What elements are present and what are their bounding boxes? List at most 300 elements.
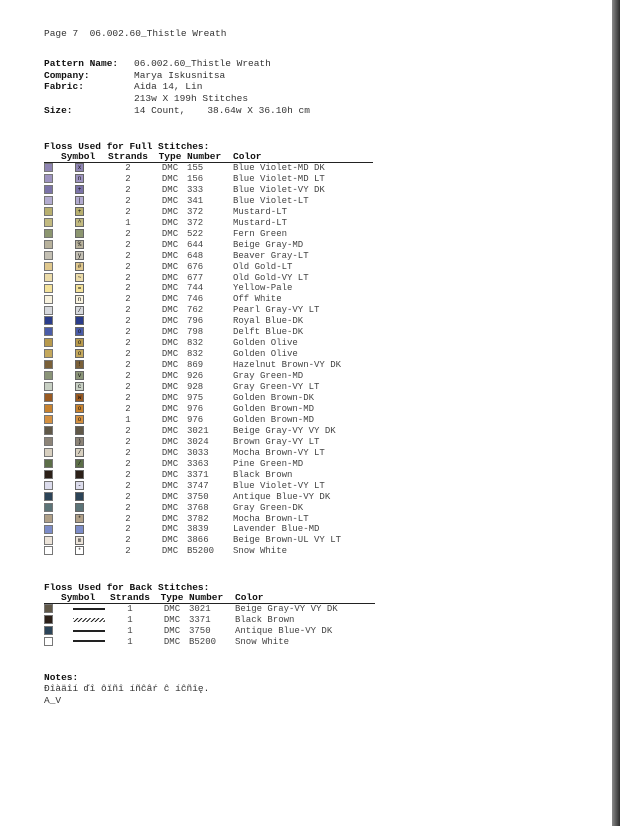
- type-cell: DMC: [161, 513, 179, 524]
- symbol-icon: o: [75, 327, 84, 336]
- number-cell: 798: [187, 327, 204, 338]
- symbol-cell: [61, 349, 103, 360]
- number-cell: 3021: [189, 604, 211, 614]
- type-cell: DMC: [161, 283, 179, 294]
- color-name-cell: Snow White: [233, 546, 288, 557]
- number-cell: 832: [187, 349, 204, 360]
- table-row: [44, 338, 373, 349]
- table-row: [44, 305, 373, 316]
- meta-value: Aida 14, Lin: [134, 81, 203, 93]
- table-row: [44, 349, 373, 360]
- meta-label: Pattern Name:: [44, 58, 119, 69]
- type-cell: DMC: [161, 425, 179, 436]
- table-row: [44, 492, 373, 503]
- stitch-line-icon: [73, 640, 105, 642]
- swatch-cell: [44, 626, 61, 637]
- strands-cell: 2: [125, 458, 131, 469]
- color-name-cell: Blue Violet-VY LT: [233, 480, 325, 491]
- meta-label: Size:: [44, 104, 73, 116]
- symbol-icon: [75, 229, 84, 238]
- number-cell: 341: [187, 195, 204, 206]
- strands-cell: 2: [125, 327, 131, 338]
- number-cell: 928: [187, 382, 204, 393]
- type-cell: DMC: [161, 217, 179, 228]
- notes-title: Notes:: [44, 672, 79, 683]
- table-row: [44, 240, 373, 251]
- type-cell: DMC: [161, 316, 179, 327]
- type-cell: DMC: [161, 535, 179, 546]
- type-cell: DMC: [161, 239, 179, 250]
- color-swatch: [44, 470, 53, 479]
- strands-cell: 2: [125, 491, 131, 502]
- pattern-info: [44, 58, 310, 116]
- strands-cell: 1: [125, 414, 131, 425]
- symbol-cell: [61, 273, 103, 284]
- symbol-icon: ~: [75, 273, 84, 282]
- symbol-cell: [61, 426, 103, 437]
- color-swatch: [44, 185, 53, 194]
- color-name-cell: Delft Blue-DK: [233, 327, 304, 338]
- color-name-cell: Beaver Gray-LT: [233, 250, 309, 261]
- symbol-icon: o: [75, 404, 84, 413]
- symbol-cell: [61, 163, 103, 174]
- swatch-cell: [44, 174, 61, 185]
- number-cell: 3021: [187, 425, 209, 436]
- swatch-cell: [44, 426, 61, 437]
- symbol-cell: [61, 535, 103, 546]
- table-row: [44, 524, 373, 535]
- color-name-cell: Brown Gray-VY LT: [233, 436, 320, 447]
- meta-row: [44, 105, 310, 117]
- strands-cell: 2: [125, 294, 131, 305]
- color-swatch: [44, 415, 53, 424]
- color-swatch: [44, 546, 53, 555]
- symbol-cell: [61, 637, 105, 648]
- meta-row: [44, 70, 310, 82]
- symbol-icon: [75, 503, 84, 512]
- symbol-cell: [61, 626, 105, 637]
- swatch-cell: [44, 481, 61, 492]
- swatch-cell: [44, 349, 61, 360]
- strands-cell: 2: [125, 261, 131, 272]
- col-strands: Strands: [105, 592, 155, 604]
- symbol-icon: !: [75, 360, 84, 369]
- type-cell: DMC: [161, 360, 179, 371]
- strands-cell: 2: [125, 228, 131, 239]
- symbol-cell: [61, 360, 103, 371]
- meta-label: Fabric:: [44, 81, 84, 93]
- strands-cell: 2: [125, 338, 131, 349]
- table-row: [44, 294, 373, 305]
- number-cell: 976: [187, 403, 204, 414]
- color-swatch: [44, 174, 53, 183]
- symbol-icon: /: [75, 459, 84, 468]
- full-stitches-table: [44, 151, 373, 557]
- swatch-cell: [44, 262, 61, 273]
- color-swatch: [44, 360, 53, 369]
- color-swatch: [44, 525, 53, 534]
- col-strands: Strands: [103, 151, 153, 163]
- color-swatch: [44, 327, 53, 336]
- type-cell: DMC: [161, 338, 179, 349]
- back-stitches-table: [44, 592, 375, 648]
- symbol-cell: [61, 294, 103, 305]
- number-cell: 522: [187, 228, 204, 239]
- table-row: [44, 163, 373, 174]
- swatch-cell: [44, 382, 61, 393]
- color-swatch: [44, 604, 53, 613]
- symbol-icon: ^: [75, 218, 84, 227]
- symbol-icon: o: [75, 349, 84, 358]
- table-row: [44, 481, 373, 492]
- symbol-cell: [61, 207, 103, 218]
- swatch-cell: [44, 615, 61, 626]
- symbol-icon: #: [75, 262, 84, 271]
- type-cell: DMC: [161, 294, 179, 305]
- color-swatch: [44, 251, 53, 260]
- symbol-cell: [61, 448, 103, 459]
- type-cell: DMC: [161, 480, 179, 491]
- table-row: [44, 470, 373, 481]
- swatch-cell: [44, 459, 61, 470]
- strands-cell: 2: [125, 469, 131, 480]
- table-row: [44, 251, 373, 262]
- strands-cell: 2: [125, 535, 131, 546]
- symbol-icon: /: [75, 448, 84, 457]
- number-cell: 372: [187, 217, 204, 228]
- swatch-cell: [44, 283, 61, 294]
- back-stitches-title: Floss Used for Back Stitches:: [44, 582, 210, 593]
- page-header: Page 7 06.002.60_Thistle Wreath: [44, 28, 227, 39]
- swatch-cell: [44, 327, 61, 338]
- table-row: [44, 393, 373, 404]
- color-name-cell: Gray Green-VY LT: [233, 382, 320, 393]
- color-swatch: [44, 338, 53, 347]
- color-swatch: [44, 626, 53, 635]
- col-type: Type: [155, 592, 189, 604]
- type-cell: DMC: [161, 163, 179, 173]
- number-cell: 3024: [187, 436, 209, 447]
- color-name-cell: Blue Violet-LT: [233, 195, 309, 206]
- meta-value-extra: 38.64w X 36.10h cm: [207, 104, 310, 116]
- number-cell: 3371: [187, 469, 209, 480]
- table-row: [44, 404, 373, 415]
- meta-row: [44, 58, 310, 70]
- symbol-cell: [61, 546, 103, 557]
- swatch-cell: [44, 535, 61, 546]
- symbol-cell: [61, 371, 103, 382]
- type-cell: DMC: [161, 502, 179, 513]
- color-name-cell: Royal Blue-DK: [233, 316, 304, 327]
- color-swatch: [44, 615, 53, 624]
- strands-cell: 1: [127, 604, 133, 614]
- strands-cell: 2: [125, 349, 131, 360]
- strands-cell: 2: [125, 305, 131, 316]
- color-swatch: [44, 437, 53, 446]
- color-name-cell: Yellow-Pale: [233, 283, 293, 294]
- color-name-cell: Lavender Blue-MD: [233, 524, 320, 535]
- symbol-icon: +: [75, 207, 84, 216]
- symbol-cell: [61, 382, 103, 393]
- table-row: [44, 437, 373, 448]
- table-row: [44, 218, 373, 229]
- color-swatch: [44, 306, 53, 315]
- symbol-icon: ): [75, 437, 84, 446]
- strands-cell: 2: [125, 546, 131, 557]
- color-name-cell: Snow White: [235, 636, 290, 647]
- type-cell: DMC: [163, 614, 181, 625]
- col-symbol: Symbol: [61, 151, 103, 163]
- color-name-cell: Blue Violet-VY DK: [233, 184, 325, 195]
- symbol-cell: [61, 316, 103, 327]
- table-header-row: [44, 151, 373, 163]
- table-row: [44, 207, 373, 218]
- table-row: [44, 283, 373, 294]
- color-name-cell: Gray Green-MD: [233, 371, 304, 382]
- type-cell: DMC: [161, 414, 179, 425]
- swatch-cell: [44, 218, 61, 229]
- table-row: [44, 196, 373, 207]
- swatch-cell: [44, 637, 61, 648]
- type-cell: DMC: [161, 327, 179, 338]
- type-cell: DMC: [161, 349, 179, 360]
- number-cell: 3033: [187, 447, 209, 458]
- table-row: [44, 316, 373, 327]
- color-swatch: [44, 273, 53, 282]
- number-cell: 744: [187, 283, 204, 294]
- swatch-cell: [44, 503, 61, 514]
- number-cell: 648: [187, 250, 204, 261]
- type-cell: DMC: [163, 604, 181, 614]
- color-swatch: [44, 503, 53, 512]
- symbol-icon: [75, 470, 84, 479]
- swatch-cell: [44, 240, 61, 251]
- strands-cell: 2: [125, 480, 131, 491]
- table-header-row: [44, 592, 375, 604]
- type-cell: DMC: [161, 447, 179, 458]
- color-swatch: [44, 459, 53, 468]
- table-row: [44, 426, 373, 437]
- symbol-icon: n: [75, 174, 84, 183]
- symbol-cell: [61, 503, 103, 514]
- swatch-cell: [44, 229, 61, 240]
- color-name-cell: Pearl Gray-VY LT: [233, 305, 320, 316]
- swatch-cell: [44, 207, 61, 218]
- symbol-cell: [61, 459, 103, 470]
- symbol-icon: w: [75, 393, 84, 402]
- number-cell: 796: [187, 316, 204, 327]
- strands-cell: 1: [127, 625, 133, 636]
- strands-cell: 2: [125, 360, 131, 371]
- col-number: Number: [189, 592, 235, 604]
- table-row: [44, 185, 373, 196]
- type-cell: DMC: [161, 436, 179, 447]
- number-cell: 156: [187, 173, 204, 184]
- color-name-cell: Golden Olive: [233, 349, 298, 360]
- color-name-cell: Beige Gray-MD: [233, 239, 304, 250]
- number-cell: 3750: [189, 625, 211, 636]
- table-row: [44, 382, 373, 393]
- swatch-cell: [44, 492, 61, 503]
- symbol-icon: [75, 525, 84, 534]
- symbol-cell: [61, 174, 103, 185]
- color-swatch: [44, 393, 53, 402]
- type-cell: DMC: [161, 272, 179, 283]
- color-name-cell: Golden Olive: [233, 338, 298, 349]
- color-name-cell: Black Brown: [235, 614, 295, 625]
- swatch-cell: [44, 305, 61, 316]
- type-cell: DMC: [161, 195, 179, 206]
- symbol-cell: [61, 229, 103, 240]
- type-cell: DMC: [161, 491, 179, 502]
- symbol-cell: [61, 524, 103, 535]
- symbol-icon: +: [75, 185, 84, 194]
- symbol-icon: v: [75, 371, 84, 380]
- color-swatch: [44, 371, 53, 380]
- meta-value: 14 Count,: [134, 104, 186, 116]
- color-name-cell: Blue Violet-MD LT: [233, 173, 325, 184]
- symbol-icon: -: [75, 481, 84, 490]
- strands-cell: 2: [125, 436, 131, 447]
- number-cell: 3782: [187, 513, 209, 524]
- symbol-cell: [61, 615, 105, 626]
- number-cell: 3866: [187, 535, 209, 546]
- type-cell: DMC: [161, 250, 179, 261]
- color-name-cell: Golden Brown-DK: [233, 393, 315, 404]
- swatch-cell: [44, 273, 61, 284]
- stitch-line-icon: [73, 608, 105, 610]
- col-color: Color: [235, 592, 375, 604]
- meta-row: [44, 81, 310, 93]
- symbol-cell: [61, 492, 103, 503]
- symbol-icon: /: [75, 306, 84, 315]
- symbol-cell: [61, 470, 103, 481]
- swatch-cell: [44, 404, 61, 415]
- table-row: [44, 174, 373, 185]
- color-name-cell: Mustard-LT: [233, 206, 288, 217]
- number-cell: 832: [187, 338, 204, 349]
- number-cell: B5200: [189, 636, 217, 647]
- symbol-cell: [61, 327, 103, 338]
- color-name-cell: Beige Gray-VY VY DK: [235, 604, 338, 614]
- swatch-cell: [44, 546, 61, 557]
- symbol-cell: [61, 305, 103, 316]
- swatch-cell: [44, 448, 61, 459]
- strands-cell: 2: [125, 502, 131, 513]
- col-type: Type: [153, 151, 187, 163]
- color-swatch: [44, 284, 53, 293]
- color-name-cell: Old Gold-VY LT: [233, 272, 309, 283]
- swatch-cell: [44, 514, 61, 525]
- strands-cell: 1: [125, 217, 131, 228]
- number-cell: 975: [187, 393, 204, 404]
- type-cell: DMC: [161, 382, 179, 393]
- swatch-cell: [44, 251, 61, 262]
- color-name-cell: Beige Gray-VY VY DK: [233, 425, 336, 436]
- number-cell: 3750: [187, 491, 209, 502]
- strands-cell: 2: [125, 393, 131, 404]
- strands-cell: 2: [125, 403, 131, 414]
- stitch-line-icon: [73, 618, 105, 622]
- meta-label: Company:: [44, 69, 90, 81]
- number-cell: 3768: [187, 502, 209, 513]
- table-row: [44, 615, 375, 626]
- color-name-cell: Mocha Brown-LT: [233, 513, 309, 524]
- color-name-cell: Black Brown: [233, 469, 293, 480]
- type-cell: DMC: [161, 403, 179, 414]
- type-cell: DMC: [161, 393, 179, 404]
- type-cell: DMC: [161, 206, 179, 217]
- color-swatch: [44, 316, 53, 325]
- swatch-cell: [44, 415, 61, 426]
- table-row: [44, 415, 373, 426]
- strands-cell: 2: [125, 163, 131, 173]
- symbol-cell: [61, 283, 103, 294]
- number-cell: 3839: [187, 524, 209, 535]
- symbol-icon: c: [75, 382, 84, 391]
- strands-cell: 2: [125, 447, 131, 458]
- table-row: [44, 360, 373, 371]
- swatch-cell: [44, 163, 61, 174]
- type-cell: DMC: [163, 636, 181, 647]
- meta-row: [44, 93, 310, 105]
- color-swatch: [44, 349, 53, 358]
- color-swatch: [44, 295, 53, 304]
- full-stitches-title: Floss Used for Full Stitches:: [44, 141, 210, 152]
- symbol-icon: [75, 492, 84, 501]
- number-cell: 762: [187, 305, 204, 316]
- type-cell: DMC: [161, 228, 179, 239]
- table-row: [44, 273, 373, 284]
- type-cell: DMC: [163, 625, 181, 636]
- symbol-icon: *: [75, 546, 84, 555]
- strands-cell: 2: [125, 250, 131, 261]
- color-name-cell: Mustard-LT: [233, 217, 288, 228]
- table-row: [44, 262, 373, 273]
- table-row: [44, 604, 375, 615]
- color-name-cell: Antique Blue-VY DK: [233, 491, 331, 502]
- color-name-cell: Golden Brown-MD: [233, 414, 315, 425]
- strands-cell: 2: [125, 173, 131, 184]
- symbol-cell: [61, 437, 103, 448]
- color-swatch: [44, 382, 53, 391]
- type-cell: DMC: [161, 305, 179, 316]
- color-name-cell: Antique Blue-VY DK: [235, 625, 333, 636]
- color-name-cell: Off White: [233, 294, 282, 305]
- number-cell: 333: [187, 184, 204, 195]
- strands-cell: 2: [125, 524, 131, 535]
- symbol-cell: [61, 481, 103, 492]
- swatch-cell: [44, 393, 61, 404]
- color-name-cell: Old Gold-LT: [233, 261, 293, 272]
- symbol-cell: [61, 415, 103, 426]
- color-name-cell: Beige Brown-UL VY LT: [233, 535, 342, 546]
- swatch-cell: [44, 470, 61, 481]
- strands-cell: 2: [125, 283, 131, 294]
- color-name-cell: Mocha Brown-VY LT: [233, 447, 325, 458]
- symbol-icon: m: [75, 536, 84, 545]
- number-cell: 372: [187, 206, 204, 217]
- table-row: [44, 546, 373, 557]
- symbol-cell: [61, 196, 103, 207]
- strands-cell: 2: [125, 371, 131, 382]
- color-name-cell: Golden Brown-MD: [233, 403, 315, 414]
- symbol-cell: [61, 404, 103, 415]
- strands-cell: 1: [127, 614, 133, 625]
- swatch-cell: [44, 316, 61, 327]
- strands-cell: 2: [125, 195, 131, 206]
- strands-cell: 2: [125, 425, 131, 436]
